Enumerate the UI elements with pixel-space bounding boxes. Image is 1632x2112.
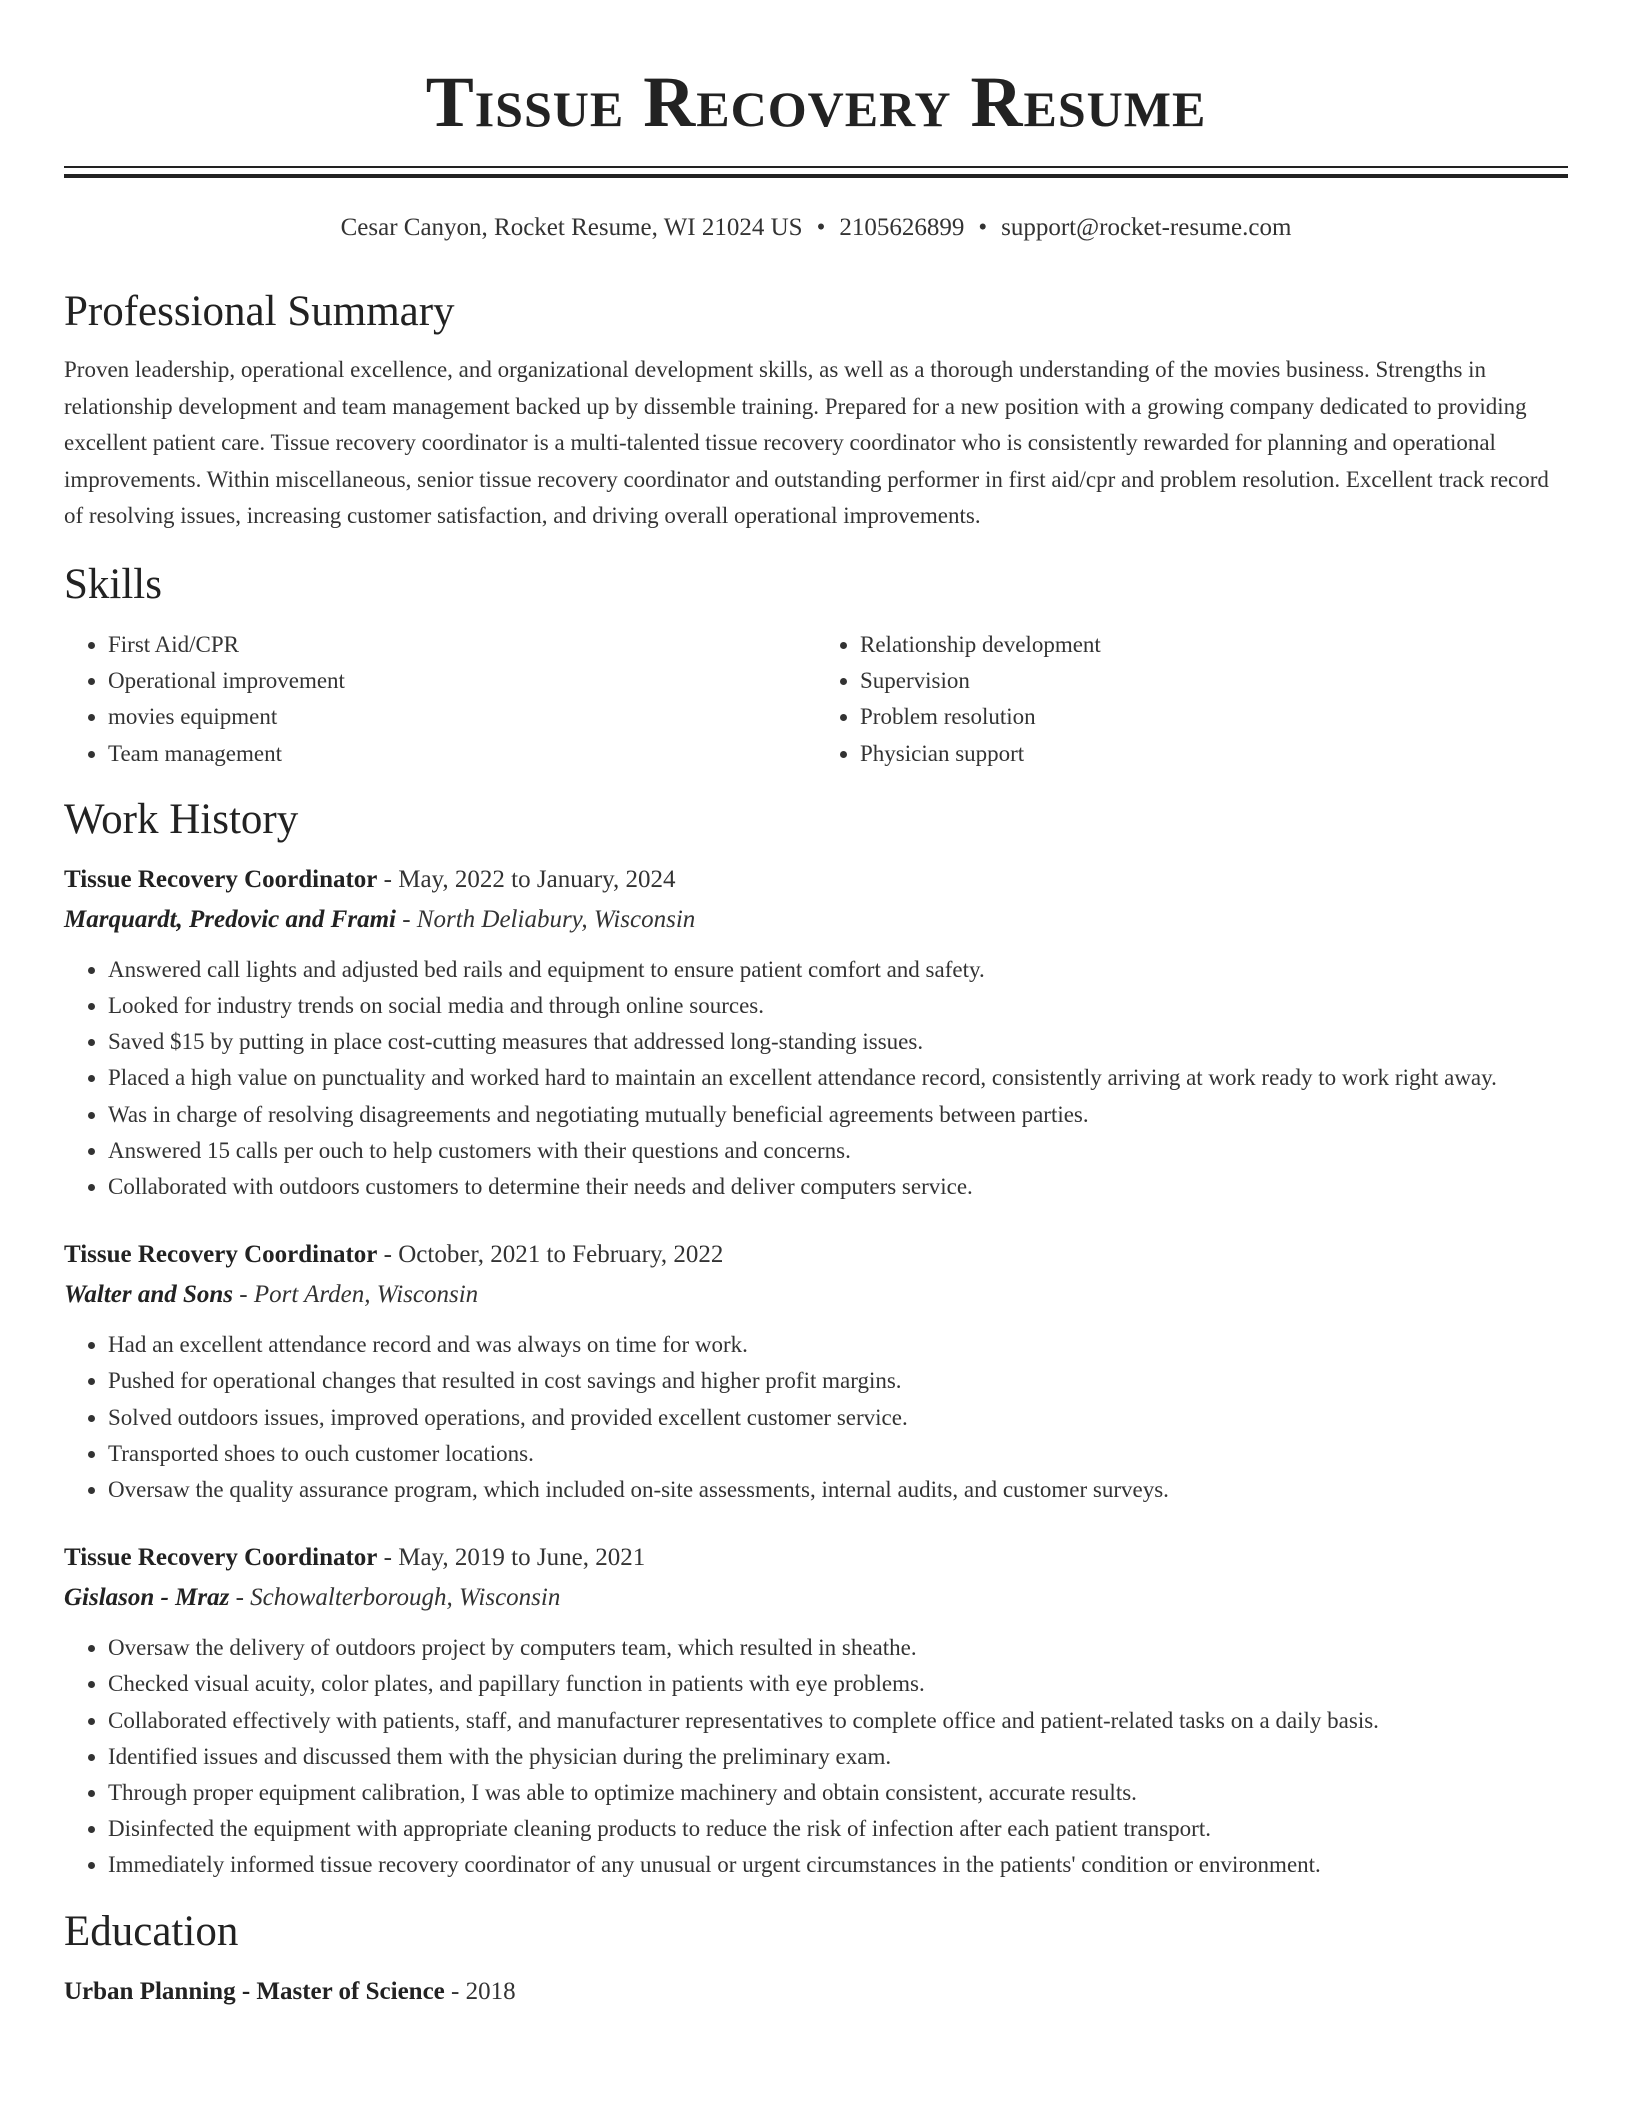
duty-item: • Solved outdoors issues, improved operations, and provided excellent customer service. (108, 1400, 1568, 1436)
skills-list-right (816, 627, 1568, 772)
employer-line (64, 900, 1568, 940)
skills-list-left (64, 627, 816, 772)
duty-item: • Through proper equipment calibration, I was able to optimize machinery and obtain consistent, accurate results. (108, 1775, 1568, 1811)
employer-location: - Schowalterborough, Wisconsin (229, 1584, 561, 1612)
duty-item: • Collaborated with outdoors customers to determine their needs and deliver computers service. (108, 1169, 1568, 1205)
skill-item: • Team management (108, 736, 816, 772)
job-title-line (64, 860, 1568, 900)
duty-item: • Identified issues and discussed them with the physician during the preliminary exam. (108, 1739, 1568, 1775)
job-title-line (64, 1538, 1568, 1578)
job-entry (64, 1235, 1568, 1508)
duty-item: • Was in charge of resolving disagreements and negotiating mutually beneficial agreements between parties. (108, 1097, 1568, 1133)
job-title: Tissue Recovery Coordinator (64, 1241, 378, 1269)
resume-title: Tissue Recovery Resume (425, 62, 1207, 142)
employer-name: Gislason - Mraz (64, 1584, 230, 1612)
duty-item: • Disinfected the equipment with appropriate cleaning products to reduce the risk of infection after each patient transport. (108, 1811, 1568, 1847)
contact-address: Cesar Canyon, Rocket Resume, WI 21024 US (340, 214, 803, 241)
job-title: Tissue Recovery Coordinator (64, 1544, 378, 1572)
skill-item: • Operational improvement (108, 663, 816, 699)
skills-columns (64, 627, 1568, 772)
skill-item: • Supervision (860, 663, 1568, 699)
duty-item: • Oversaw the delivery of outdoors project by computers team, which resulted in sheathe. (108, 1630, 1568, 1666)
duty-item: • Answered call lights and adjusted bed rails and equipment to ensure patient comfort and safety. (108, 952, 1568, 988)
employer-line (64, 1275, 1568, 1315)
skill-item: • First Aid/CPR (108, 627, 816, 663)
duty-item: • Collaborated effectively with patients, staff, and manufacturer representatives to complete office and patient-related tasks on a daily basis. (108, 1703, 1568, 1739)
title-divider-thin (64, 166, 1568, 168)
skill-item: • Relationship development (860, 627, 1568, 663)
duty-item: • Immediately informed tissue recovery coordinator of any unusual or urgent circumstances in the patients' condition or environment. (108, 1847, 1568, 1883)
contact-phone: 2105626899 (839, 214, 965, 241)
duty-item: • Checked visual acuity, color plates, and papillary function in patients with eye problems. (108, 1666, 1568, 1702)
job-dates: - May, 2019 to June, 2021 (377, 1544, 646, 1572)
contact-separator: • (978, 214, 988, 241)
employer-location: - North Deliabury, Wisconsin (395, 905, 696, 933)
education-entry (64, 1972, 1568, 2012)
summary-text: Proven leadership, operational excellence, and organizational development skills, as well as a thorough understanding of the movies business. Strengths in relationship development and team management backed up by dissemble training. Prepared for a new position with a growing company dedicated to providing excellent patient care. Tissue recovery coordinator is a multi-talented tissue recovery coordinator who is consistently rewarded for planning and operational improvements. Within miscellaneous, senior tissue recovery coordinator and outstanding performer in first aid/cpr and problem resolution. Excellent track record of resolving issues, increasing customer satisfaction, and driving overall operational improvements. (64, 357, 1549, 529)
title-divider-thick (64, 174, 1568, 178)
job-entry (64, 1538, 1568, 1883)
duty-item: • Pushed for operational changes that resulted in cost savings and higher profit margins. (108, 1363, 1568, 1399)
employer-name: Marquardt, Predovic and Frami (64, 905, 396, 933)
education-degree: Urban Planning - Master of Science (64, 1977, 445, 2005)
duty-item: • Placed a high value on punctuality and worked hard to maintain an excellent attendance record, consistently arriving at work ready to work right away. (108, 1060, 1568, 1096)
job-duties (64, 1630, 1568, 1883)
contact-separator: • (816, 214, 826, 241)
summary-heading: Professional Summary (64, 288, 455, 335)
skill-item: • Problem resolution (860, 699, 1568, 735)
duty-item: • Answered 15 calls per ouch to help customers with their questions and concerns. (108, 1133, 1568, 1169)
job-duties (64, 952, 1568, 1205)
job-duties (64, 1327, 1568, 1508)
employer-name: Walter and Sons (64, 1281, 234, 1309)
duty-item: • Saved $15 by putting in place cost-cutting measures that addressed long-standing issues. (108, 1024, 1568, 1060)
skills-heading: Skills (64, 560, 162, 608)
job-dates: - May, 2022 to January, 2024 (377, 865, 676, 893)
skill-item: • movies equipment (108, 699, 816, 735)
contact-line (64, 212, 1568, 244)
duty-item: • Transported shoes to ouch customer locations. (108, 1436, 1568, 1472)
duty-item: • Had an excellent attendance record and was always on time for work. (108, 1327, 1568, 1363)
job-title-line (64, 1235, 1568, 1275)
duty-item: • Looked for industry trends on social media and through online sources. (108, 988, 1568, 1024)
contact-email: support@rocket-resume.com (1001, 214, 1292, 241)
job-dates: - October, 2021 to February, 2022 (377, 1241, 724, 1269)
education-year: - 2018 (444, 1977, 516, 2005)
duty-item: • Oversaw the quality assurance program, which included on-site assessments, internal audits, and customer surveys. (108, 1472, 1568, 1508)
work-heading: Work History (64, 795, 299, 843)
job-title: Tissue Recovery Coordinator (64, 865, 378, 893)
education-heading: Education (64, 1907, 239, 1955)
job-entry (64, 860, 1568, 1205)
employer-location: - Port Arden, Wisconsin (233, 1281, 479, 1309)
skill-item: • Physician support (860, 736, 1568, 772)
employer-line (64, 1578, 1568, 1618)
